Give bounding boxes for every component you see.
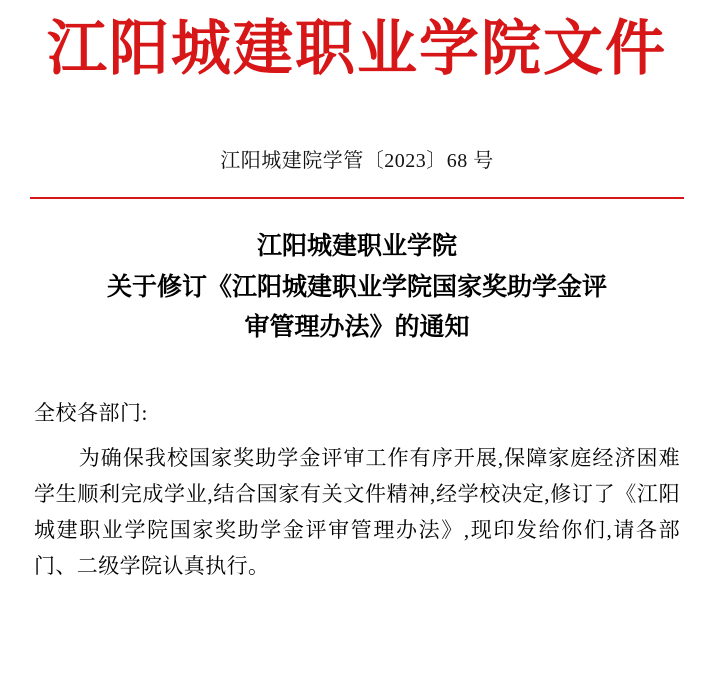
red-divider-rule <box>30 197 684 199</box>
document-title-line-2: 关于修订《江阳城建职业学院国家奖助学金评 <box>106 273 607 301</box>
document-title-block <box>34 227 680 349</box>
document-title-line-1: 江阳城建职业学院 <box>256 233 457 260</box>
document-number: 江阳城建院学管〔2023〕68 号 <box>220 150 494 172</box>
body-paragraph-text: 为确保我校国家奖助学金评审工作有序开展,保障家庭经济困难学生顺利完成学业,结合国家有关文件精神,经学校决定,修订了《江阳城建职业学院国家奖助学金评审管理办法》,现印发给你们,请各部门、二级学院认真执行。 <box>34 446 680 579</box>
salutation-text: 全校各部门: <box>34 400 148 425</box>
document-page <box>0 16 714 676</box>
body-paragraph <box>34 440 680 584</box>
document-title-line-3: 审管理办法》的通知 <box>244 314 470 341</box>
document-header-title: 江阳城建职业学院文件 <box>47 16 667 82</box>
